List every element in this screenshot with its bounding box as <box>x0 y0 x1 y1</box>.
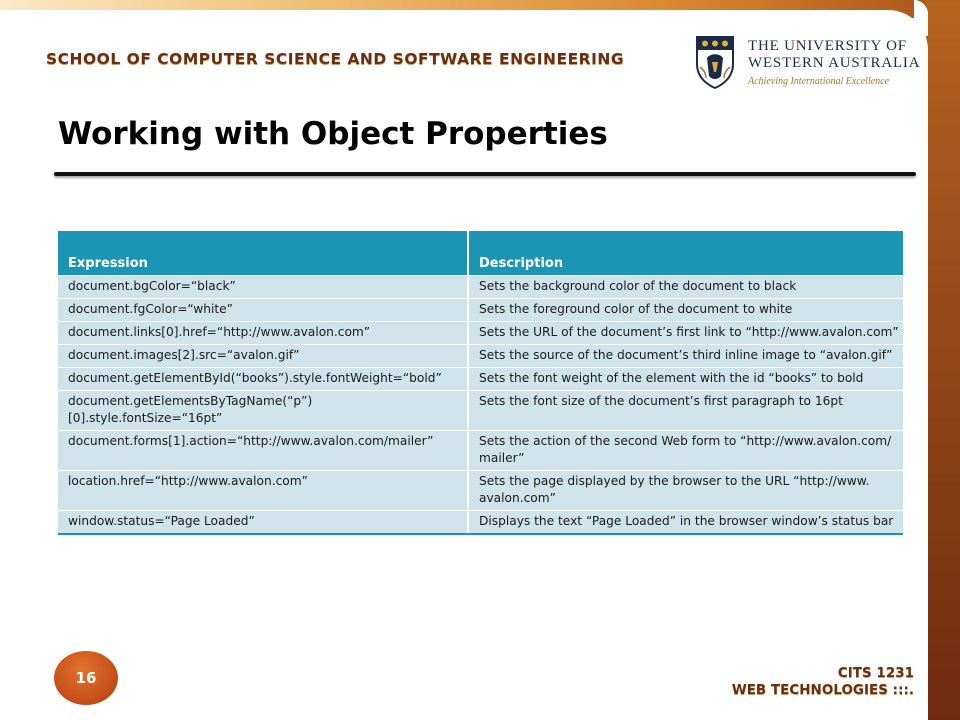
description-cell: Sets the foreground color of the document to white <box>468 299 903 322</box>
expression-cell: document.fgColor=“white” <box>58 299 468 322</box>
slide-title: Working with Object Properties <box>58 116 608 152</box>
university-name <box>748 38 920 72</box>
table-row <box>58 345 903 368</box>
expression-cell: document.forms[1].action=“http://www.avalon.com/mailer” <box>58 431 468 471</box>
university-logo <box>694 34 921 94</box>
expression-cell: document.getElementById(“books”).style.fontWeight=“bold” <box>58 368 468 391</box>
title-underline <box>54 172 916 176</box>
description-cell: Sets the action of the second Web form to “http://www.avalon.com/ mailer” <box>468 431 903 471</box>
school-title: SCHOOL OF COMPUTER SCIENCE AND SOFTWARE ENGINEERING <box>46 50 625 68</box>
university-name-line2: WESTERN AUSTRALIA <box>748 55 921 71</box>
description-cell: Sets the font weight of the element with the id “books” to bold <box>468 368 903 391</box>
description-cell: Sets the URL of the document’s first link to “http://www.avalon.com” <box>468 322 903 345</box>
page-number-badge: 16 <box>54 651 118 705</box>
expression-cell: document.bgColor=“black” <box>58 276 468 299</box>
table-row <box>58 299 903 322</box>
table-row <box>58 322 903 345</box>
table-row <box>58 368 903 391</box>
properties-table <box>58 231 903 535</box>
table-row <box>58 471 903 511</box>
expression-cell: document.getElementsByTagName(“p”)[0].style.fontSize=“16pt” <box>58 391 468 431</box>
description-cell: Sets the page displayed by the browser to the URL “http://www. avalon.com” <box>468 471 903 511</box>
expression-cell: document.images[2].src=“avalon.gif” <box>58 345 468 368</box>
properties-table-container <box>58 231 903 535</box>
table-row <box>58 511 903 535</box>
description-cell: Displays the text “Page Loaded” in the browser window’s status bar <box>468 511 903 535</box>
description-cell: Sets the font size of the document’s first paragraph to 16pt <box>468 391 903 431</box>
table-row <box>58 276 903 299</box>
table-header-row <box>58 231 903 276</box>
header-description: Description <box>468 231 903 276</box>
expression-cell: location.href=“http://www.avalon.com” <box>58 471 468 511</box>
description-cell: Sets the background color of the document to black <box>468 276 903 299</box>
description-cell: Sets the source of the document’s third inline image to “avalon.gif” <box>468 345 903 368</box>
course-code: CITS 1231 <box>837 665 914 681</box>
course-name: WEB TECHNOLOGIES :::. <box>731 682 914 698</box>
university-crest-icon <box>694 34 736 90</box>
expression-cell: document.links[0].href=“http://www.avalon.com” <box>58 322 468 345</box>
expression-cell: window.status=“Page Loaded” <box>58 511 468 535</box>
table-row <box>58 391 903 431</box>
table-row <box>58 431 903 471</box>
university-name-line1: THE UNIVERSITY OF <box>748 38 907 54</box>
right-decorative-band <box>926 0 960 720</box>
university-tagline: Achieving International Excellence <box>748 76 890 87</box>
header-expression: Expression <box>58 231 468 276</box>
course-label <box>732 665 914 699</box>
